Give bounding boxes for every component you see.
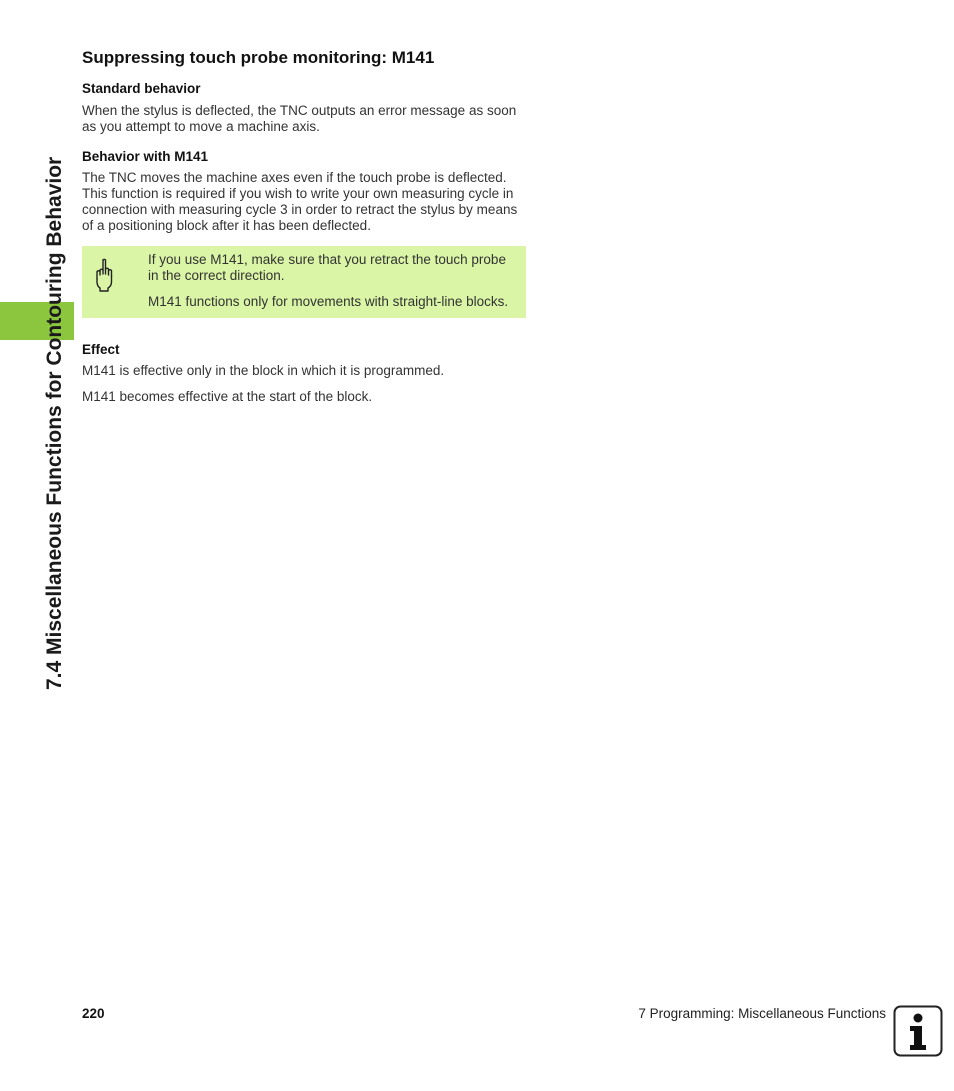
effect-line-2: M141 becomes effective at the start of the block. <box>82 388 373 404</box>
section-effect <box>82 342 526 405</box>
chapter-side-title: 7.4 Miscellaneous Functions for Contouring Behavior <box>43 156 66 690</box>
section-title-standard: Standard behavior <box>82 81 201 97</box>
note-line-2: M141 functions only for movements with straight-line blocks. <box>148 293 509 309</box>
page-number: 220 <box>82 1006 105 1021</box>
section-text-standard: When the stylus is deflected, the TNC outputs an error message as soon as you attempt to move a machine axis. <box>82 102 517 134</box>
section-standard-behavior <box>82 81 526 134</box>
section-title-effect: Effect <box>82 341 120 357</box>
info-icon <box>893 1005 943 1057</box>
pointing-hand-icon <box>91 258 117 292</box>
section-title-m141: Behavior with M141 <box>82 148 209 164</box>
page-heading: Suppressing touch probe monitoring: M141 <box>82 48 435 67</box>
footer-chapter-title: 7 Programming: Miscellaneous Functions <box>638 1006 886 1021</box>
note-line-1: If you use M141, make sure that you retract the touch probe in the correct direction. <box>148 251 506 283</box>
page-content <box>82 48 526 419</box>
section-text-m141: The TNC moves the machine axes even if the touch probe is deflected. This function is required if you wish to write your own measuring cycle in connection with measuring cycle 3 in order to retract the stylus by means of a positioning block after it has been deflected. <box>82 169 518 233</box>
section-behavior-m141 <box>82 149 526 234</box>
note-box <box>82 246 526 318</box>
effect-line-1: M141 is effective only in the block in which it is programmed. <box>82 362 445 378</box>
